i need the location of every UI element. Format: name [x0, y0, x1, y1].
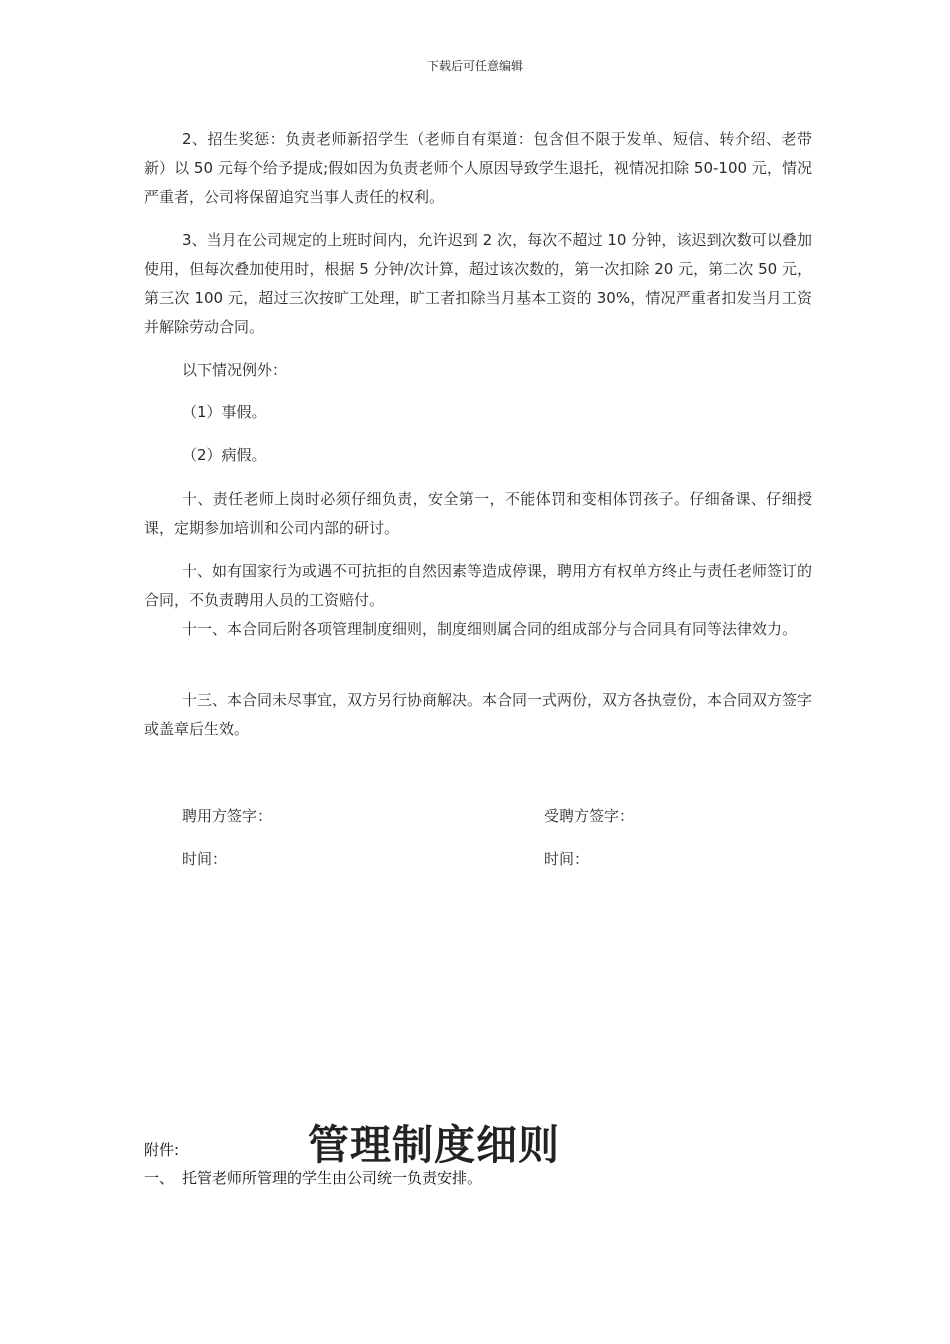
- exceptions-heading: [144, 356, 812, 385]
- page-header: 下载后可任意编辑: [426, 59, 523, 73]
- annex-title: 管理制度细则: [308, 1121, 560, 1169]
- exception-item-personal-leave: [144, 398, 812, 427]
- paragraph: 十、责任老师上岗时必须仔细负责，安全第一，不能体罚和变相体罚孩子。仔细备课、仔细授课，定期参加培训和公司内部的研讨。: [144, 490, 812, 537]
- paragraph: 十三、本合同未尽事宜，双方另行协商解决。本合同一式两份，双方各执壹份，本合同双方签字或盖章后生效。: [144, 691, 813, 738]
- contract-clause-safety: [144, 485, 812, 543]
- exception-item-sick-leave: [144, 441, 812, 470]
- contract-clause-force-majeure: [144, 557, 812, 615]
- paragraph: 2、招生奖惩：负责老师新招学生（老师自有渠道：包含但不限于发单、短信、转介绍、老带新）以 50 元每个给予提成;假如因为负责老师个人原因导致学生退托，视情况扣除 50-100 元，情况严重者，公司将保留追究当事人责任的权利。: [144, 130, 812, 206]
- annex-item-text: 托管老师所管理的学生由公司统一负责安排。: [182, 1169, 483, 1187]
- contract-clause-attendance: [144, 226, 812, 342]
- contract-clause-recruitment: [144, 125, 812, 212]
- annex-item-number: 一、: [144, 1169, 175, 1187]
- employer-signature-label: 聘用方签字：: [182, 807, 273, 825]
- paragraph: 十、如有国家行为或遇不可抗拒的自然因素等造成停课，聘用方有权单方终止与责任老师签订的合同，不负责聘用人员的工资赔付。: [144, 562, 813, 609]
- paragraph: 十一、本合同后附各项管理制度细则，制度细则属合同的组成部分与合同具有同等法律效力。: [182, 620, 798, 638]
- paragraph: （1）事假。: [182, 403, 267, 421]
- annex-label: 附件:: [144, 1141, 180, 1159]
- paragraph: （2）病假。: [182, 446, 267, 464]
- annex-item: [144, 1167, 482, 1188]
- employer-time-label: 时间：: [182, 850, 228, 868]
- employee-time-label: 时间：: [544, 850, 590, 868]
- paragraph: 3、当月在公司规定的上班时间内，允许迟到 2 次，每次不超过 10 分钟，该迟到次数可以叠加使用，但每次叠加使用时，根据 5 分钟/次计算，超过该次数的，第一次扣除 20 元，第二次 50 元，第三次 100 元，超过三次按旷工处理，旷工者扣除当月基本工资的 30%，情况严重者扣发当月工资并解除劳动合同。: [144, 231, 812, 336]
- paragraph: 以下情况例外：: [182, 361, 288, 379]
- contract-clause-final: [144, 686, 812, 744]
- employee-signature-label: 受聘方签字：: [544, 807, 635, 825]
- contract-clause-annex-validity: [144, 615, 812, 644]
